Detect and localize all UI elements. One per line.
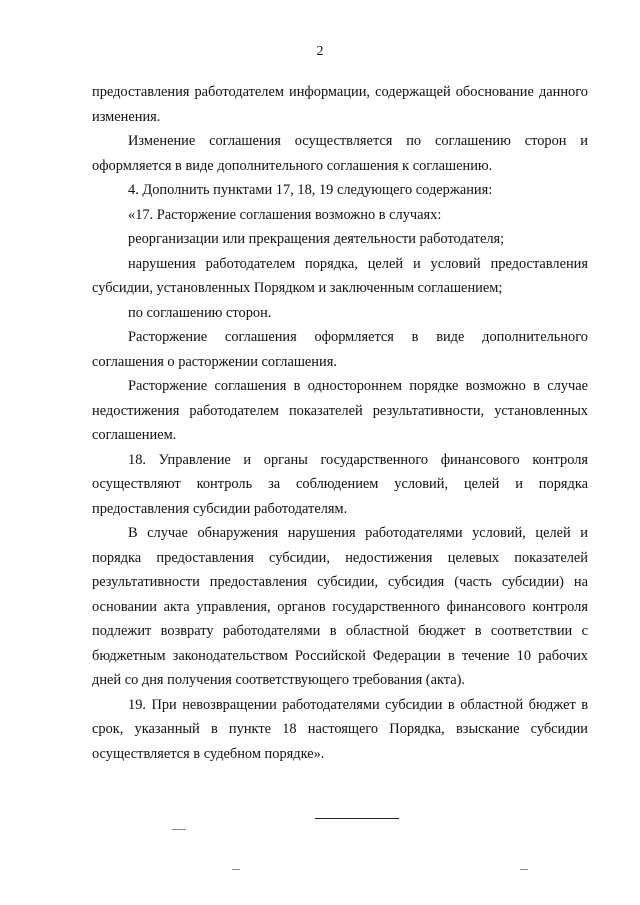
paragraph-mutual-agreement: по соглашению сторон.: [128, 304, 272, 321]
document-body: [92, 80, 588, 766]
scan-mark: [172, 829, 186, 830]
page-number: 2: [316, 44, 324, 59]
paragraph-unilateral-termination: Расторжение соглашения в одностороннем порядке возможно в случае недостижения работодателем показателей результативности, установленных соглашением.: [92, 378, 588, 443]
paragraph-termination-form: Расторжение соглашения оформляется в виде дополнительного соглашения о расторжении соглашения.: [92, 329, 588, 370]
closing-rule: [315, 818, 399, 819]
paragraph-refund: В случае обнаружения нарушения работодателями условий, целей и порядка предоставления субсидии, недостижения целевых показателей результативности предоставления субсидии, субсидия (часть субсидии) на основании акта управления, органов государственного финансового контроля подлежит возврату работодателями в областной бюджет в соответствии с бюджетным законодательством Российской Федерации в течение 10 рабочих дней со дня получения соответствующего требования (акта).: [92, 525, 588, 688]
scan-mark: [520, 869, 528, 870]
paragraph-item-18: 18. Управление и органы государственного финансового контроля осуществляют контроль за соблюдением условий, целей и порядка предоставления субсидии работодателям.: [92, 451, 588, 517]
paragraph-agreement-change: Изменение соглашения осуществляется по соглашению сторон и оформляется в виде дополнительного соглашения к соглашению.: [92, 133, 588, 174]
paragraph-item-17: «17. Расторжение соглашения возможно в случаях:: [128, 206, 442, 223]
paragraph-reorganization: реорганизации или прекращения деятельности работодателя;: [128, 231, 505, 247]
paragraph-violation: нарушения работодателем порядка, целей и условий предоставления субсидии, установленных Порядком и заключенным соглашением;: [92, 255, 588, 296]
scan-mark: [232, 869, 240, 870]
paragraph-item-19: 19. При невозвращении работодателями субсидии в областной бюджет в срок, указанный в пункте 18 настоящего Порядка, взыскание субсидии осуществляется в судебном порядке».: [92, 696, 588, 762]
paragraph-continuation: предоставления работодателем информации, содержащей обоснование данного изменения.: [92, 84, 588, 125]
paragraph-item-4: 4. Дополнить пунктами 17, 18, 19 следующего содержания:: [128, 182, 493, 198]
